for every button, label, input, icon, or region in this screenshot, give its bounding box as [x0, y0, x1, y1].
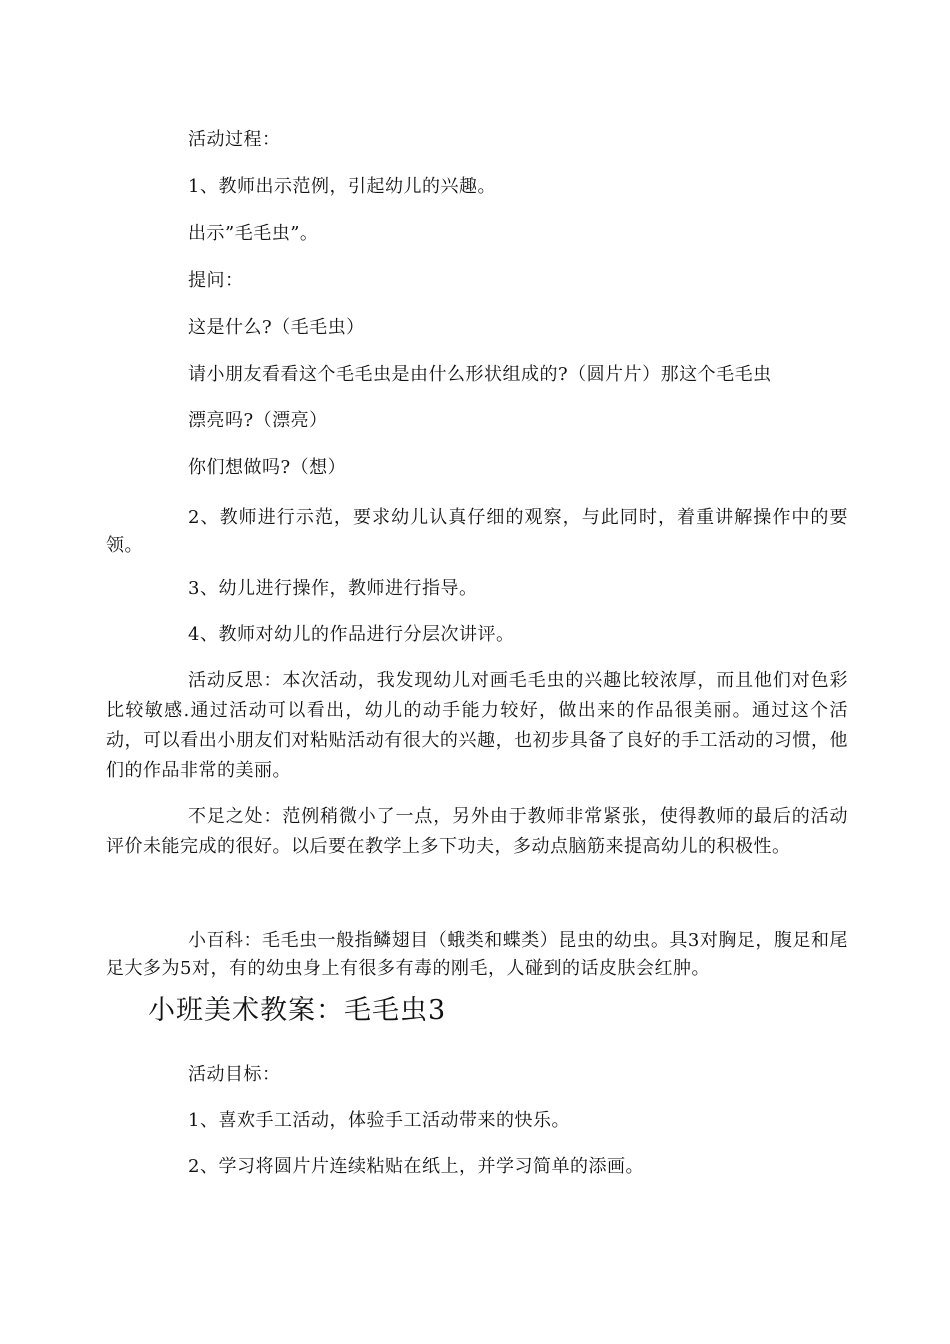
- show-caterpillar: 出示”毛毛虫”。: [188, 223, 319, 244]
- process-title: 活动过程：: [188, 129, 281, 150]
- encyclopedia-paragraph: 小百科：毛毛虫一般指鳞翅目（蛾类和蝶类）昆虫的幼虫。具3对胸足，腹足和尾足大多为5对，有的幼虫身上有很多有毒的刚毛，人碰到的话皮肤会红肿。: [106, 930, 848, 979]
- question-1: 这是什么?（毛毛虫）: [188, 317, 365, 338]
- question-3: 你们想做吗?（想）: [188, 457, 347, 478]
- goal-2: 2、学习将圆片片连续粘贴在纸上，并学习简单的添画。: [188, 1156, 644, 1177]
- reflection-paragraph: 活动反思：本次活动，我发现幼儿对画毛毛虫的兴趣比较浓厚，而且他们对色彩比较敏感.通过活动可以看出，幼儿的动手能力较好，做出来的作品很美丽。通过这个活动，可以看出小朋友们对粘贴活动有很大的兴趣，也初步具备了良好的手工活动的习惯，他们的作品非常的美丽。: [106, 670, 848, 781]
- goal-title: 活动目标：: [188, 1064, 281, 1085]
- step-2-paragraph: 2、教师进行示范，要求幼儿认真仔细的观察，与此同时，着重讲解操作中的要领。: [106, 507, 848, 556]
- step-3: 3、幼儿进行操作，教师进行指导。: [188, 578, 478, 599]
- question-label: 提问：: [188, 270, 244, 291]
- shortcoming-paragraph: 不足之处：范例稍微小了一点，另外由于教师非常紧张，使得教师的最后的活动评价未能完成的很好。以后要在教学上多下功夫，多动点脑筋来提高幼儿的积极性。: [106, 806, 848, 857]
- step-4: 4、教师对幼儿的作品进行分层次讲评。: [188, 624, 515, 645]
- question-2-line-1: 请小朋友看看这个毛毛虫是由什么形状组成的?（圆片片）那这个毛毛虫: [188, 364, 772, 385]
- question-2-line-2: 漂亮吗?（漂亮）: [188, 410, 328, 431]
- step-1: 1、教师出示范例，引起幼儿的兴趣。: [188, 176, 496, 197]
- lesson-heading: 小班美术教案：毛毛虫3: [148, 995, 447, 1026]
- goal-1: 1、喜欢手工活动，体验手工活动带来的快乐。: [188, 1110, 570, 1131]
